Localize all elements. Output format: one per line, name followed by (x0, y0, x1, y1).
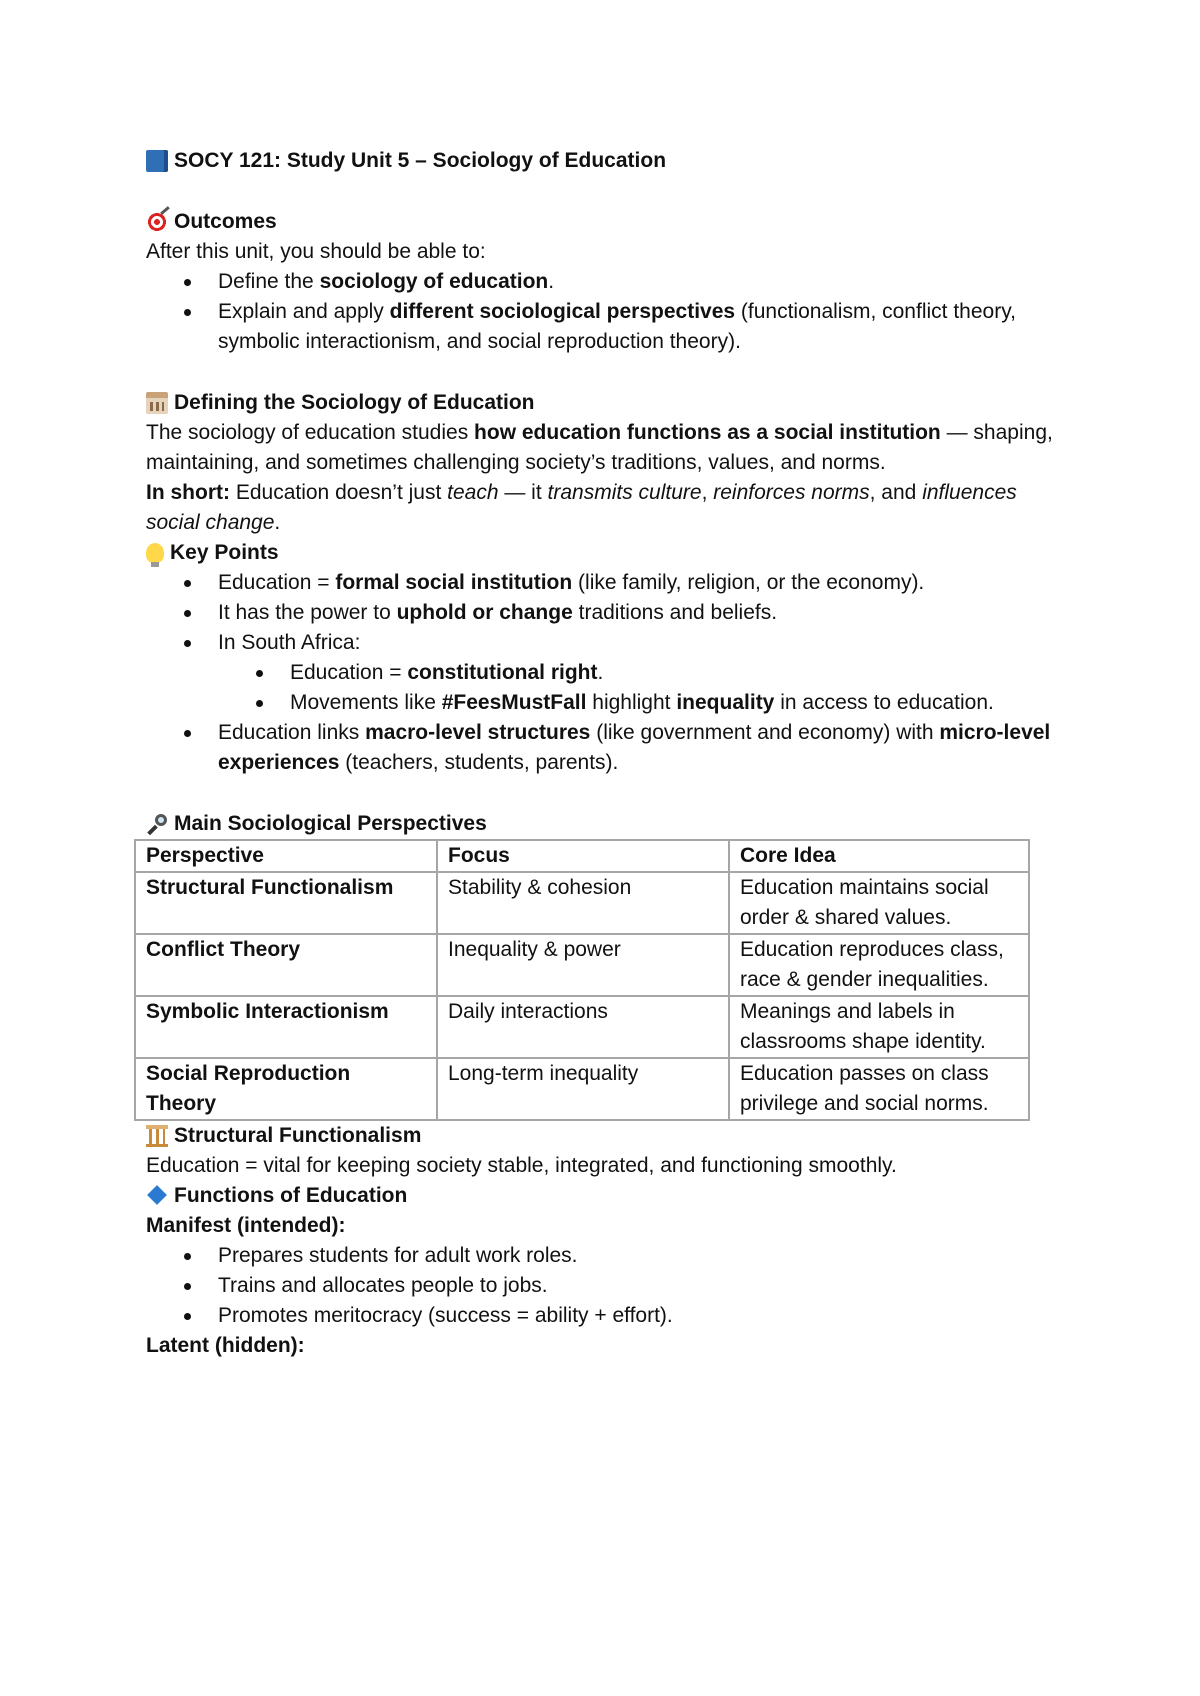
manifest-list (146, 1241, 1056, 1331)
functions-heading-line (146, 1181, 1056, 1211)
latent-label: Latent (hidden): (146, 1334, 305, 1357)
table-row (135, 872, 1029, 934)
south-africa-sublist (218, 658, 1056, 718)
list-item: Define the sociology of education. (146, 267, 1056, 297)
table-cell: Conflict Theory (135, 934, 437, 996)
structural-heading: Structural Functionalism (174, 1124, 422, 1147)
table-cell: Education passes on class privilege and social norms. (729, 1058, 1029, 1120)
list-item: Movements like #FeesMustFall highlight inequality in access to education. (218, 688, 1056, 718)
structural-text: Education = vital for keeping society stable, integrated, and functioning smoothly. (146, 1154, 897, 1177)
functions-heading: Functions of Education (174, 1184, 408, 1207)
column-header: Perspective (135, 840, 437, 872)
document-title-line (146, 146, 1056, 176)
structural-heading-line (146, 1121, 1056, 1151)
key-points-heading-line (146, 538, 1056, 568)
table-cell: Structural Functionalism (135, 872, 437, 934)
list-item: Education = formal social institution (like family, religion, or the economy). (146, 568, 1056, 598)
column-header: Core Idea (729, 840, 1029, 872)
table-cell: Education reproduces class, race & gender inequalities. (729, 934, 1029, 996)
table-row (135, 996, 1029, 1058)
table-cell: Stability & cohesion (437, 872, 729, 934)
document-page (146, 146, 1056, 1361)
key-points-heading: Key Points (170, 541, 279, 564)
light-bulb-icon (146, 543, 164, 563)
perspectives-heading: Main Sociological Perspectives (174, 812, 487, 835)
list-item: In South Africa: Education = constitutional right. Movements like #FeesMustFall highlight inequality in access to education. (146, 628, 1056, 718)
list-item: Promotes meritocracy (success = ability + effort). (146, 1301, 1056, 1331)
table-row (135, 934, 1029, 996)
outcomes-intro: After this unit, you should be able to: (146, 240, 486, 263)
defining-heading-line (146, 388, 1056, 418)
column-header: Focus (437, 840, 729, 872)
key-points-list (146, 568, 1056, 778)
columns-icon (146, 1125, 168, 1147)
defining-paragraph: The sociology of education studies how education functions as a social institution — shaping, maintaining, and sometimes challenging society’s traditions, values, and norms. (146, 421, 1053, 474)
book-icon (146, 150, 168, 172)
table-cell: Long-term inequality (437, 1058, 729, 1120)
outcomes-list (146, 267, 1056, 357)
table-cell: Daily interactions (437, 996, 729, 1058)
list-item: Trains and allocates people to jobs. (146, 1271, 1056, 1301)
defining-heading: Defining the Sociology of Education (174, 391, 535, 414)
table-cell: Inequality & power (437, 934, 729, 996)
blue-diamond-icon (146, 1185, 168, 1207)
list-item: It has the power to uphold or change traditions and beliefs. (146, 598, 1056, 628)
manifest-label: Manifest (intended): (146, 1214, 346, 1237)
table-cell: Social Reproduction Theory (135, 1058, 437, 1120)
outcomes-heading-line (146, 207, 1056, 237)
list-item: Prepares students for adult work roles. (146, 1241, 1056, 1271)
outcomes-heading: Outcomes (174, 210, 277, 233)
list-item: Education = constitutional right. (218, 658, 1056, 688)
list-item: Education links macro-level structures (like government and economy) with micro-level experiences (teachers, students, parents). (146, 718, 1056, 778)
list-item: Explain and apply different sociological perspectives (functionalism, conflict theory, symbolic interactionism, and social reproduction theory). (146, 297, 1056, 357)
table-cell: Meanings and labels in classrooms shape identity. (729, 996, 1029, 1058)
table-header-row (135, 840, 1029, 872)
table-row (135, 1058, 1029, 1120)
table-cell: Education maintains social order & shared values. (729, 872, 1029, 934)
target-icon (146, 211, 168, 233)
perspectives-heading-line (146, 809, 1056, 839)
magnifying-glass-icon (146, 813, 168, 835)
classical-building-icon (146, 392, 168, 414)
in-short-paragraph: In short: Education doesn’t just teach — it transmits culture, reinforces norms, and influences social change. (146, 481, 1017, 534)
perspectives-table (134, 839, 1030, 1121)
document-title: SOCY 121: Study Unit 5 – Sociology of Education (174, 149, 667, 172)
table-cell: Symbolic Interactionism (135, 996, 437, 1058)
